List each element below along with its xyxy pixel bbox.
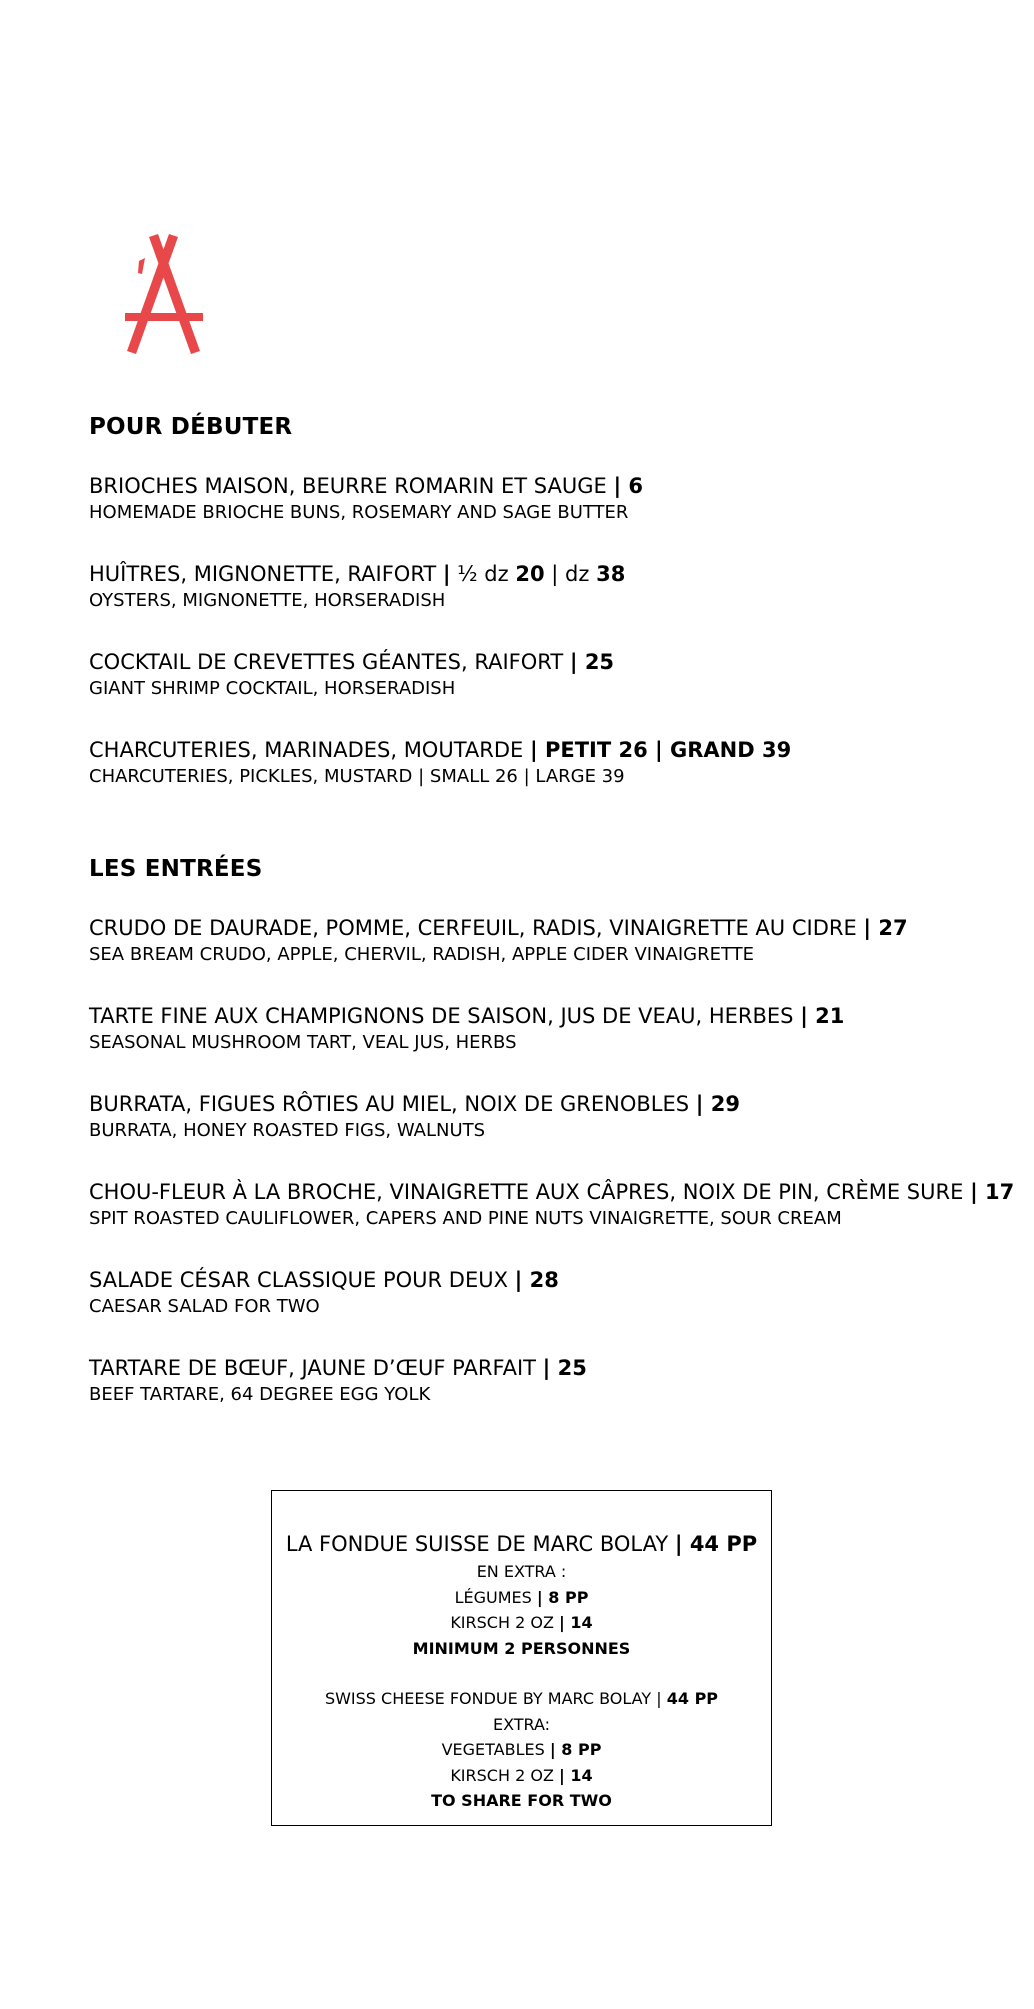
item-price: | 27 [863, 916, 908, 940]
menu-item [89, 1266, 1019, 1320]
item-price: 38 [596, 562, 626, 586]
fondue-extra-kirsch: KIRSCH 2 OZ | 14 [450, 1765, 593, 1785]
item-price: 20 [515, 562, 545, 586]
fondue-extra-vegetables: LÉGUMES | 8 PP [454, 1587, 589, 1607]
item-name-fr: HUÎTRES, MIGNONETTE, RAIFORT | ½ dz 20 | dz 38 [89, 562, 626, 586]
item-name-fr: COCKTAIL DE CREVETTES GÉANTES, RAIFORT | 25 [89, 650, 615, 674]
menu-item [89, 1090, 1019, 1144]
fondue-title-en: SWISS CHEESE FONDUE BY MARC BOLAY | 44 PP [324, 1689, 719, 1708]
item-name-en: CHARCUTERIES, PICKLES, MUSTARD | SMALL 26 | LARGE 39 [89, 766, 625, 787]
item-name-fr: SALADE CÉSAR CLASSIQUE POUR DEUX | 28 [89, 1268, 559, 1292]
menu-item [89, 472, 1019, 526]
fondue-extra-vegetables: VEGETABLES | 8 PP [441, 1740, 602, 1759]
section-title: POUR DÉBUTER [89, 414, 293, 440]
item-price: | 25 [542, 1356, 587, 1380]
item-name-en: HOMEMADE BRIOCHE BUNS, ROSEMARY AND SAGE BUTTER [89, 502, 629, 523]
item-name-fr: CHARCUTERIES, MARINADES, MOUTARDE | PETIT 26 | GRAND 39 [89, 738, 792, 762]
item-name-en: SPIT ROASTED CAULIFLOWER, CAPERS AND PINE NUTS VINAIGRETTE, SOUR CREAM [89, 1208, 842, 1229]
item-price: | PETIT 26 | GRAND 39 [530, 738, 792, 762]
fondue-title-fr: LA FONDUE SUISSE DE MARC BOLAY | 44 PP [285, 1532, 758, 1556]
restaurant-logo [125, 232, 203, 356]
menu-item [89, 1178, 1019, 1232]
section-title: LES ENTRÉES [89, 856, 263, 882]
item-name-en: SEASONAL MUSHROOM TART, VEAL JUS, HERBS [89, 1032, 517, 1053]
menu-item [89, 736, 1019, 790]
item-name-fr: BURRATA, FIGUES RÔTIES AU MIEL, NOIX DE GRENOBLES | 29 [89, 1092, 740, 1116]
item-name-fr: BRIOCHES MAISON, BEURRE ROMARIN ET SAUGE | 6 [89, 474, 644, 498]
item-name-fr: TARTE FINE AUX CHAMPIGNONS DE SAISON, JUS DE VEAU, HERBES | 21 [89, 1004, 845, 1028]
menu-item [89, 914, 1019, 968]
menu-item [89, 1354, 1019, 1408]
fondue-note: MINIMUM 2 PERSONNES [412, 1638, 631, 1658]
item-name-en: GIANT SHRIMP COCKTAIL, HORSERADISH [89, 678, 456, 699]
item-price: | 25 [569, 650, 615, 674]
menu-item [89, 560, 1019, 614]
menu-item [89, 1002, 1019, 1056]
item-name-fr: CRUDO DE DAURADE, POMME, CERFEUIL, RADIS, VINAIGRETTE AU CIDRE | 27 [89, 916, 908, 940]
item-price: | 29 [695, 1092, 740, 1116]
fondue-extra-kirsch: KIRSCH 2 OZ | 14 [450, 1613, 593, 1632]
fondue-box [271, 1490, 772, 1826]
fondue-extra-label: EXTRA: [492, 1714, 551, 1734]
fondue-price: | 44 PP [674, 1532, 758, 1556]
item-price: | 17 [970, 1180, 1015, 1204]
item-name-en: BEEF TARTARE, 64 DEGREE EGG YOLK [89, 1384, 431, 1405]
section-pour-debuter [89, 414, 1019, 790]
fondue-extra-label: EN EXTRA : [476, 1562, 567, 1581]
item-price: | 28 [514, 1268, 559, 1292]
menu-item [89, 648, 1019, 702]
item-name-fr: TARTARE DE BŒUF, JAUNE D’ŒUF PARFAIT | 25 [89, 1356, 587, 1380]
item-price: | 6 [613, 474, 644, 498]
item-name-en: CAESAR SALAD FOR TWO [89, 1296, 320, 1317]
item-price: | 21 [800, 1004, 845, 1028]
section-les-entrees [89, 856, 1019, 1408]
fondue-note: TO SHARE FOR TWO [431, 1791, 612, 1810]
fondue-price: 44 PP [666, 1689, 719, 1708]
item-name-en: SEA BREAM CRUDO, APPLE, CHERVIL, RADISH, APPLE CIDER VINAIGRETTE [89, 944, 755, 965]
item-name-fr: CHOU-FLEUR À LA BROCHE, VINAIGRETTE AUX CÂPRES, NOIX DE PIN, CRÈME SURE | 17 [89, 1180, 1015, 1204]
item-name-en: BURRATA, HONEY ROASTED FIGS, WALNUTS [89, 1120, 486, 1141]
item-name-en: OYSTERS, MIGNONETTE, HORSERADISH [89, 590, 446, 611]
